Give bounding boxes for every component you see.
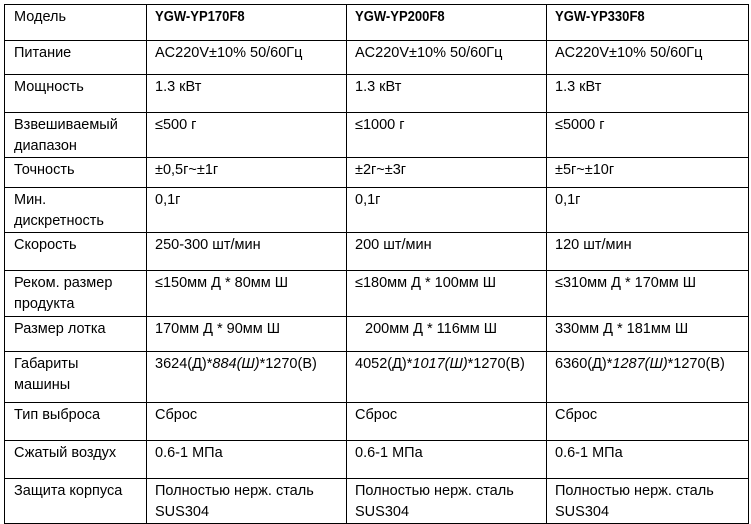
row-label: Мощность [5, 75, 147, 113]
table-cell: 6360(Д)*1287(Ш)*1270(В) [547, 352, 749, 403]
model-header: YGW-YP200F8 [347, 5, 547, 41]
table-cell: 3624(Д)*884(Ш)*1270(В) [147, 352, 347, 403]
header-label: Модель [5, 5, 147, 41]
table-cell: ±2г~±3г [347, 158, 547, 188]
header-row [5, 5, 749, 41]
row-label: Габариты машины [5, 352, 147, 403]
table-cell: AC220V±10% 50/60Гц [547, 41, 749, 75]
row-label: Защита корпуса [5, 479, 147, 524]
model-header: YGW-YP330F8 [547, 5, 749, 41]
row-label: Размер лотка [5, 317, 147, 352]
table-cell: 250-300 шт/мин [147, 233, 347, 271]
table-cell: 1.3 кВт [547, 75, 749, 113]
table-cell: 1.3 кВт [147, 75, 347, 113]
row-label: Реком. размер продукта [5, 271, 147, 317]
table-cell: 200 шт/мин [347, 233, 547, 271]
table-cell: 330мм Д * 181мм Ш [547, 317, 749, 352]
table-cell: Сброс [347, 403, 547, 441]
row-label: Питание [5, 41, 147, 75]
table-cell: 0,1г [147, 188, 347, 233]
table-cell: AC220V±10% 50/60Гц [147, 41, 347, 75]
table-cell: 200мм Д * 116мм Ш [347, 317, 547, 352]
table-row [5, 403, 749, 441]
table-cell: Полностью нерж. сталь SUS304 [547, 479, 749, 524]
table-cell: Сброс [547, 403, 749, 441]
table-row [5, 479, 749, 524]
row-label: Взвешиваемый диапазон [5, 113, 147, 158]
row-label: Сжатый воздух [5, 441, 147, 479]
table-row [5, 75, 749, 113]
table-row [5, 188, 749, 233]
table-row [5, 352, 749, 403]
table-cell: ±0,5г~±1г [147, 158, 347, 188]
table-cell: Полностью нерж. сталь SUS304 [147, 479, 347, 524]
table-row [5, 441, 749, 479]
table-cell: ≤500 г [147, 113, 347, 158]
table-cell: ≤5000 г [547, 113, 749, 158]
table-row [5, 113, 749, 158]
table-cell: 120 шт/мин [547, 233, 749, 271]
table-cell: ±5г~±10г [547, 158, 749, 188]
table-cell: Полностью нерж. сталь SUS304 [347, 479, 547, 524]
table-cell: 170мм Д * 90мм Ш [147, 317, 347, 352]
row-label: Тип выброса [5, 403, 147, 441]
table-cell: 1.3 кВт [347, 75, 547, 113]
table-row [5, 158, 749, 188]
table-cell: ≤180мм Д * 100мм Ш [347, 271, 547, 317]
row-label: Мин. дискретность [5, 188, 147, 233]
table-row [5, 233, 749, 271]
table-cell: 0,1г [547, 188, 749, 233]
table-cell: 0.6-1 МПа [147, 441, 347, 479]
table-cell: ≤150мм Д * 80мм Ш [147, 271, 347, 317]
table-cell: 0,1г [347, 188, 547, 233]
table-cell: ≤1000 г [347, 113, 547, 158]
table-row [5, 271, 749, 317]
table-cell: ≤310мм Д * 170мм Ш [547, 271, 749, 317]
table-cell: 0.6-1 МПа [547, 441, 749, 479]
model-header: YGW-YP170F8 [147, 5, 347, 41]
table-cell: Сброс [147, 403, 347, 441]
table-cell: 4052(Д)*1017(Ш)*1270(В) [347, 352, 547, 403]
table-row [5, 317, 749, 352]
row-label: Скорость [5, 233, 147, 271]
table-cell: AC220V±10% 50/60Гц [347, 41, 547, 75]
row-label: Точность [5, 158, 147, 188]
table-row [5, 41, 749, 75]
table-cell: 0.6-1 МПа [347, 441, 547, 479]
spec-table [4, 4, 749, 524]
